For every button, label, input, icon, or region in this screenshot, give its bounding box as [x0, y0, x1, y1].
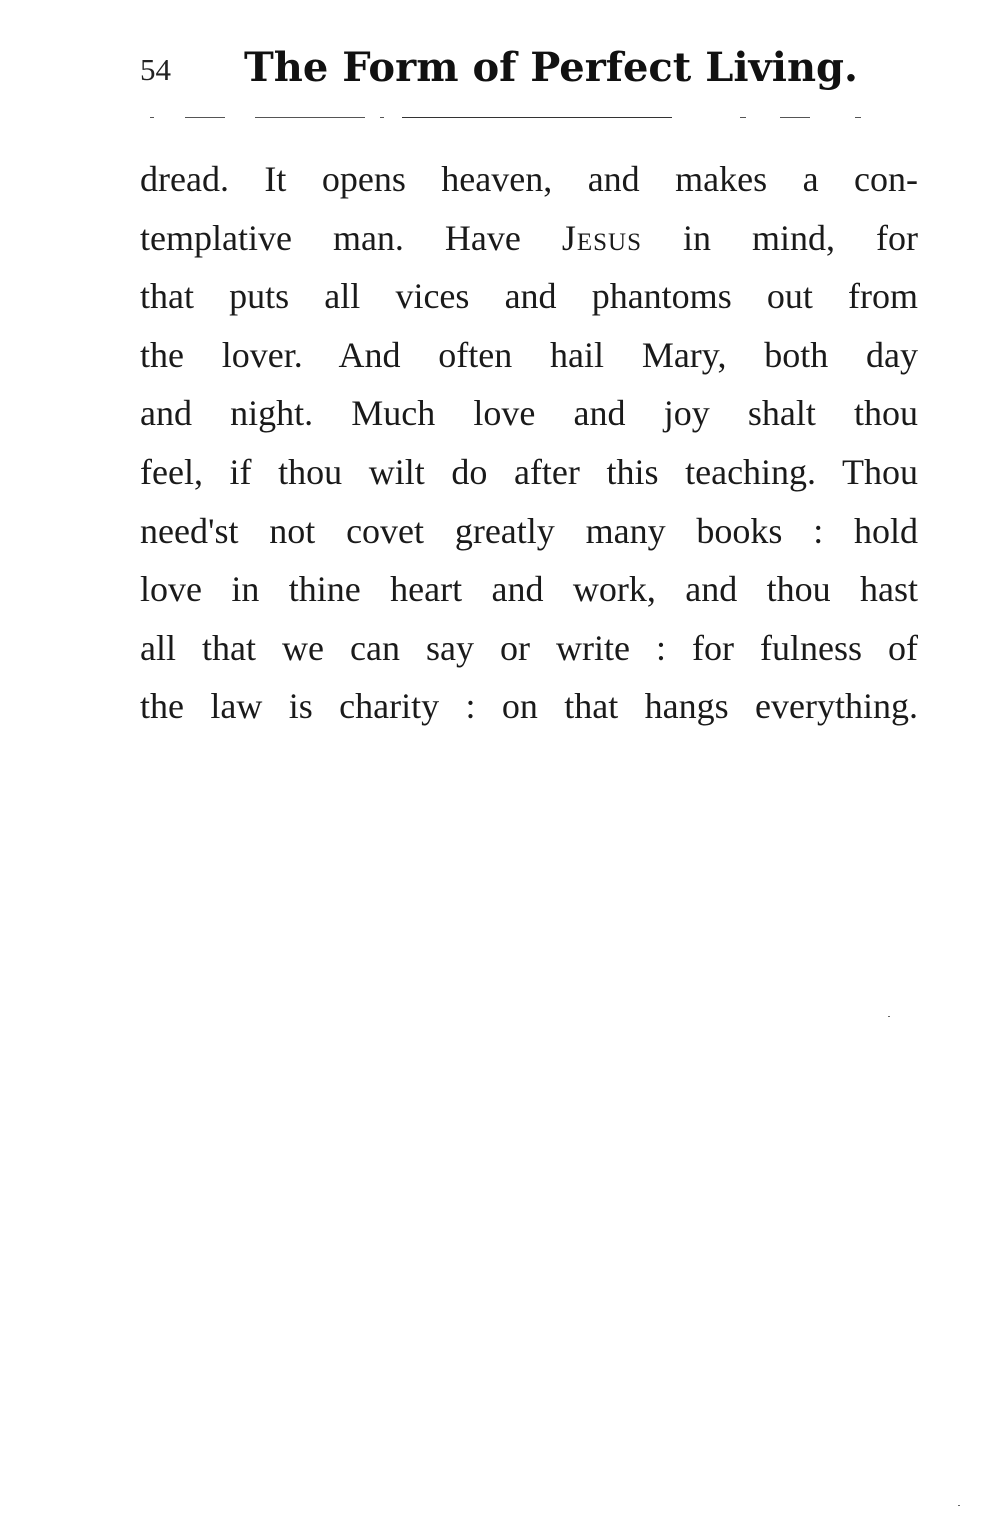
jesus-name: Jesus	[561, 217, 643, 258]
text-line: dread. It opens heaven, and makes a con-	[140, 159, 918, 199]
running-title: The Form of Perfect Living.	[244, 44, 858, 91]
text-segment: templative man. Have	[140, 217, 562, 258]
text-line: love in thine heart and work, and thou hast	[140, 569, 918, 610]
print-speck	[958, 1505, 960, 1506]
text-line: need'st not covet greatly many books : hold	[140, 510, 918, 551]
print-speck	[888, 1016, 890, 1017]
text-line: the lover. And often hail Mary, both day	[140, 334, 918, 375]
text-segment: in mind, for	[642, 217, 918, 258]
page-number: 54	[140, 52, 171, 87]
text-line: and night. Much love and joy shalt thou	[140, 393, 918, 434]
text-line: that puts all vices and phantoms out from	[140, 276, 918, 317]
header-rule	[140, 117, 880, 119]
text-line: all that we can say or write : for fulness of	[140, 627, 918, 668]
body-text	[140, 150, 918, 736]
text-line	[140, 209, 918, 268]
text-line: the law is charity : on that hangs everything.	[140, 686, 918, 727]
text-line: feel, if thou wilt do after this teaching. Thou	[140, 451, 918, 492]
